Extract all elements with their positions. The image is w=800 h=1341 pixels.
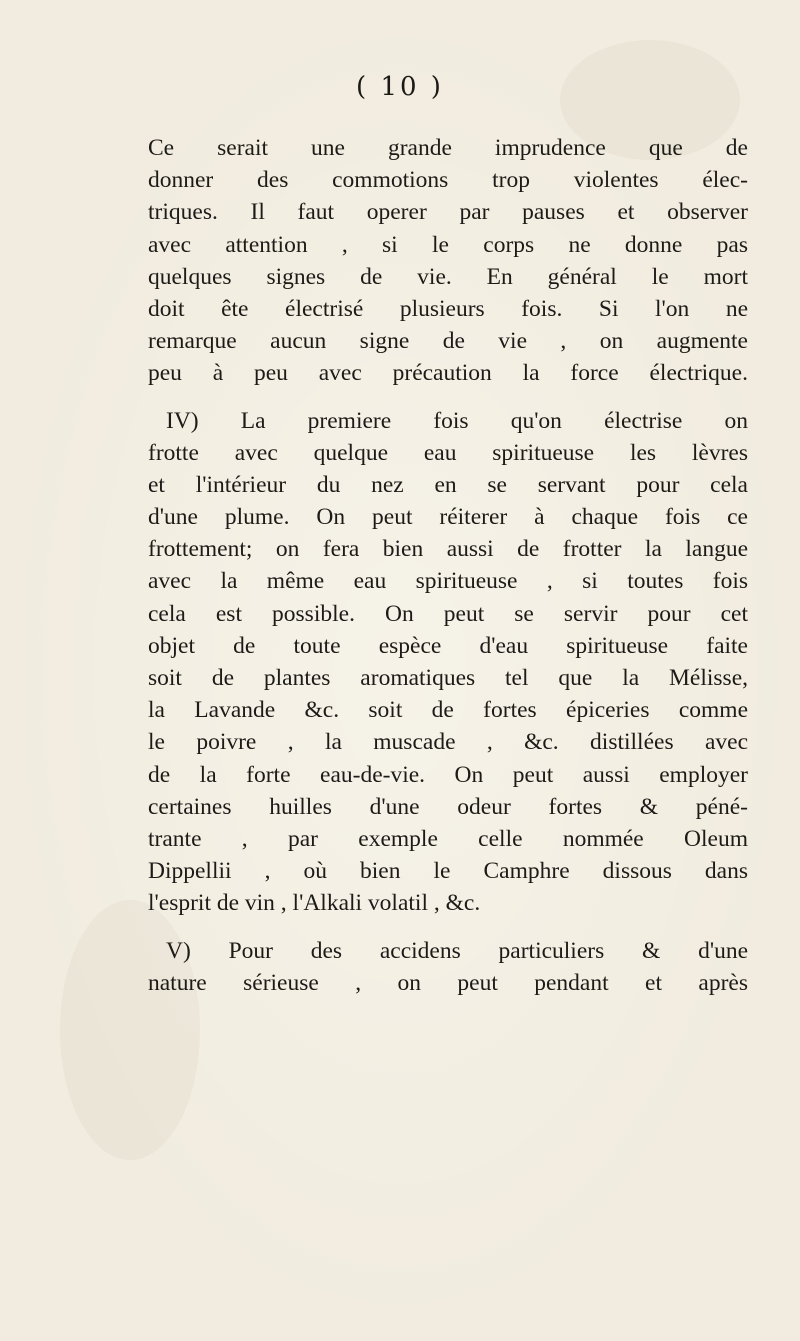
text-line: cela est possible. On peut se servir pour cet [148, 600, 748, 627]
text-line: frottement; on fera bien aussi de frotter la langue [148, 536, 748, 563]
page-number: ( 10 ) [356, 72, 444, 102]
text-line: avec attention , si le corps ne donne pas [148, 231, 748, 258]
text-line: quelques signes de vie. En général le mort [148, 263, 748, 290]
text-line: frotte avec quelque eau spiritueuse les lèvres [148, 439, 748, 466]
text-line: peu à peu avec précaution la force électrique. [148, 360, 748, 387]
text-line: remarque aucun signe de vie , on augmente [148, 328, 748, 355]
text-line: doit ête électrisé plusieurs fois. Si l'on ne [148, 295, 748, 322]
text-line: l'esprit de vin , l'Alkali volatil , &c. [148, 890, 481, 917]
text-line: soit de plantes aromatiques tel que la Mélisse, [148, 665, 748, 691]
text-line: V) Pour des accidens particuliers & d'une [166, 937, 748, 964]
text-line: Ce serait une grande imprudence que de [148, 135, 748, 161]
text-line: triques. Il faut operer par pauses et observer [148, 199, 748, 226]
paragraph [148, 935, 748, 999]
text-line: et l'intérieur du nez en se servant pour cela [148, 471, 748, 498]
paragraph [148, 132, 748, 390]
text-line: IV) La premiere fois qu'on électrise on [166, 407, 748, 434]
text-line: le poivre , la muscade , &c. distillées avec [148, 729, 748, 756]
text-line: d'une plume. On peut réiterer à chaque fois ce [148, 504, 748, 531]
text-line: objet de toute espèce d'eau spiritueuse faite [148, 632, 748, 659]
text-line: la Lavande &c. soit de fortes épiceries comme [148, 697, 748, 724]
text-line: nature sérieuse , on peut pendant et après [148, 969, 748, 996]
body-text [148, 132, 748, 999]
paragraph [148, 405, 748, 920]
text-line: de la forte eau-de-vie. On peut aussi employer [148, 761, 748, 788]
text-line: trante , par exemple celle nommée Oleum [148, 825, 748, 852]
text-line: certaines huilles d'une odeur fortes & péné- [148, 793, 748, 820]
text-line: donner des commotions trop violentes élec- [148, 167, 748, 194]
text-line: Dippellii , où bien le Camphre dissous dans [148, 858, 748, 885]
text-line: avec la même eau spiritueuse , si toutes fois [148, 568, 748, 595]
